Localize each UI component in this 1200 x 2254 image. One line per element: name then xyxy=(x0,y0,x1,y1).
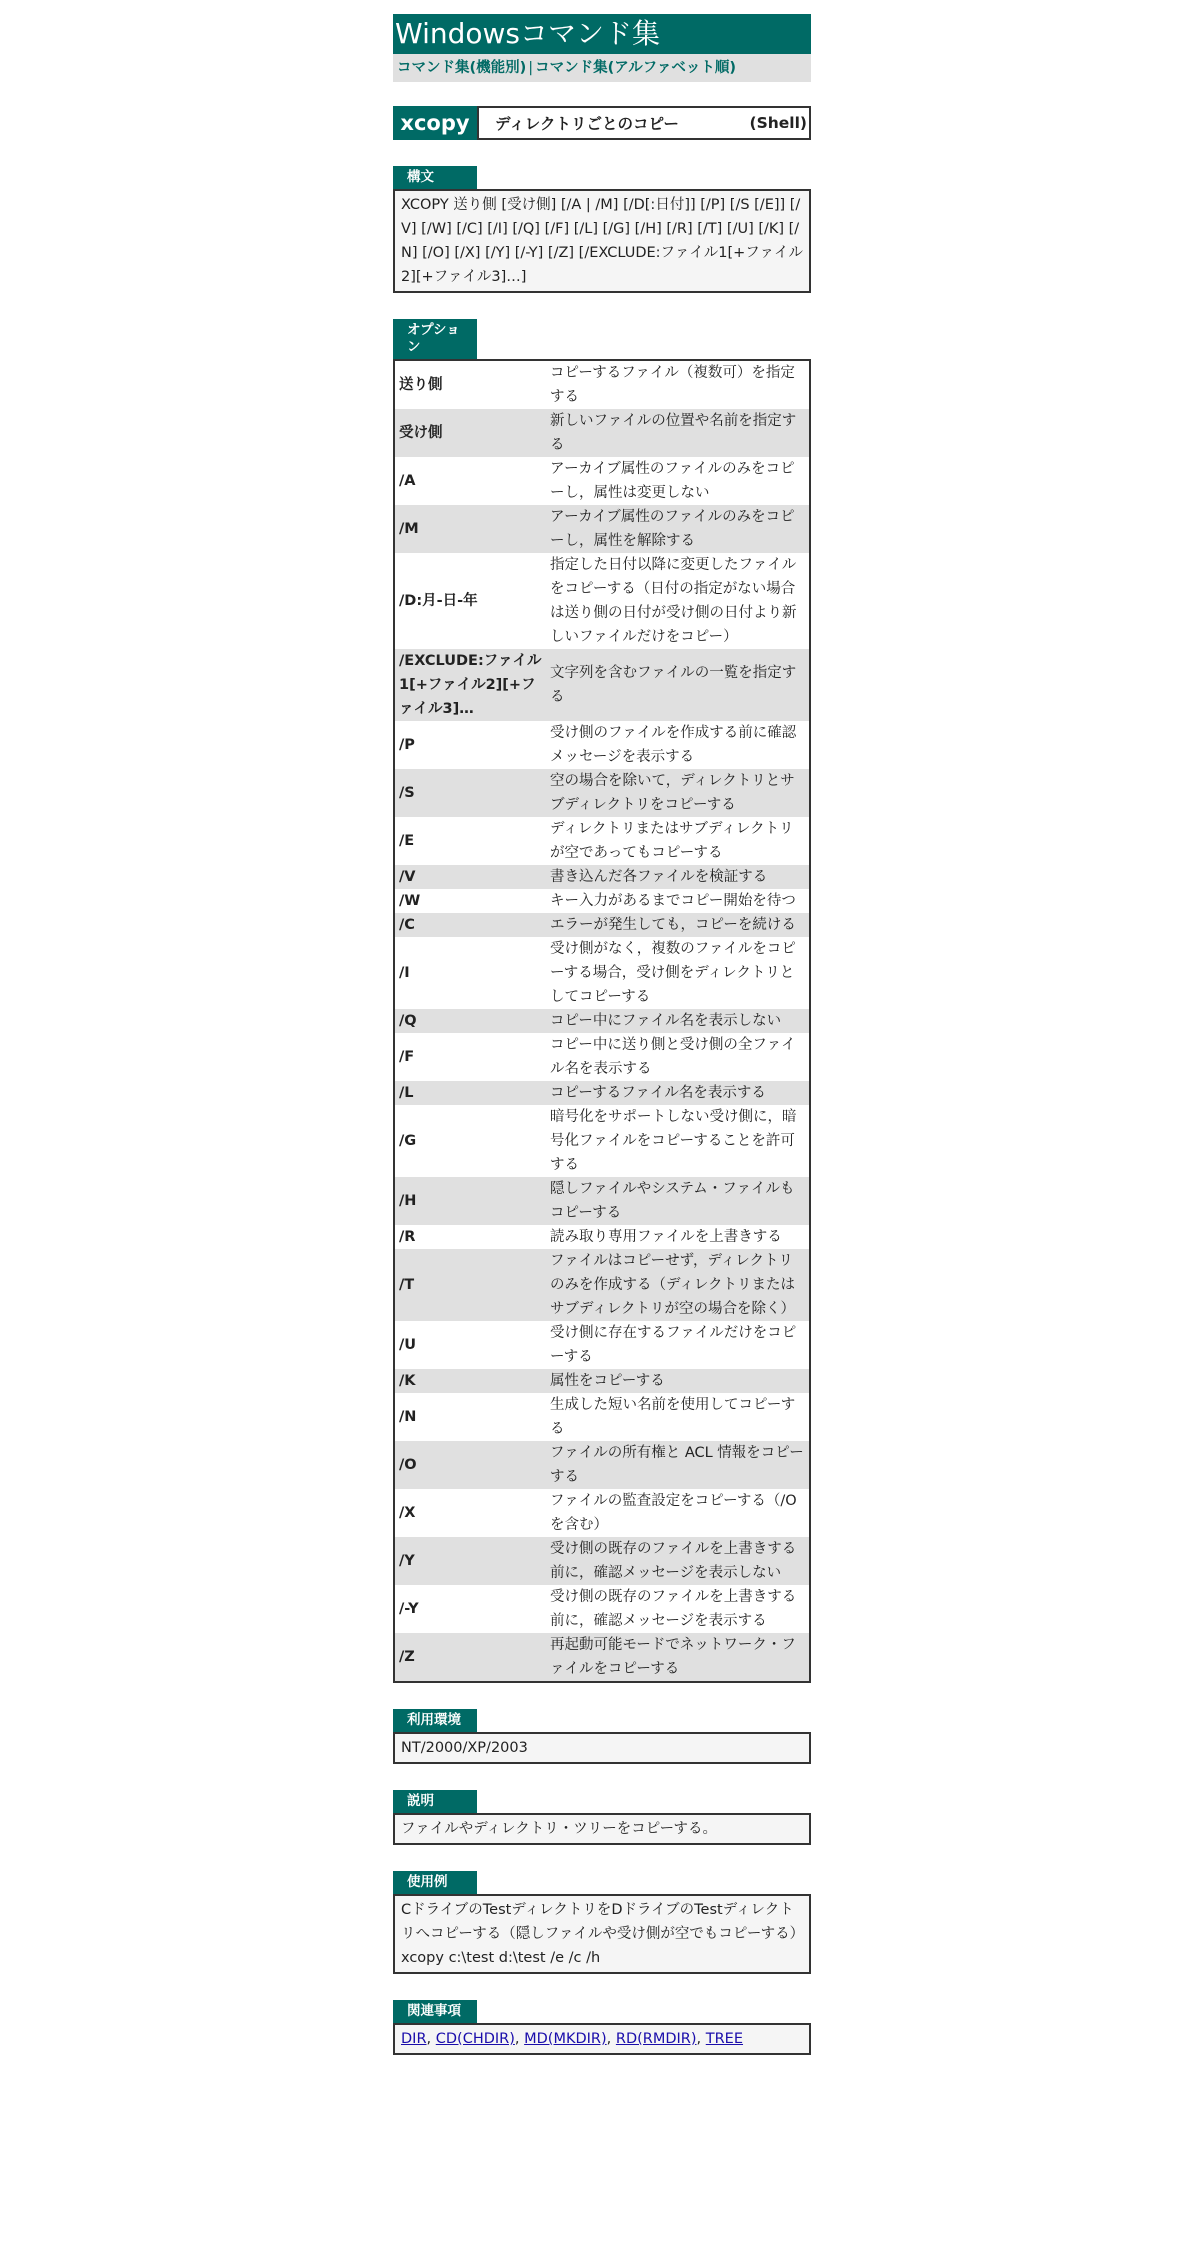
option-row xyxy=(394,889,810,913)
option-key: /L xyxy=(394,1081,546,1105)
option-key: /P xyxy=(394,721,546,769)
option-description: ファイルの監査設定をコピーする（/Oを含む） xyxy=(546,1489,810,1537)
option-key: /H xyxy=(394,1177,546,1225)
option-key: /R xyxy=(394,1225,546,1249)
option-row xyxy=(394,1225,810,1249)
option-description: 受け側がなく，複数のファイルをコピーする場合，受け側をディレクトリとしてコピーする xyxy=(546,937,810,1009)
related-link-md[interactable]: MD(MKDIR) xyxy=(524,2031,607,2047)
related-label: 関連事項 xyxy=(393,2000,477,2023)
option-row xyxy=(394,649,810,721)
option-description: 受け側のファイルを作成する前に確認メッセージを表示する xyxy=(546,721,810,769)
option-key: /A xyxy=(394,457,546,505)
option-description: 受け側の既存のファイルを上書きする前に，確認メッセージを表示しない xyxy=(546,1537,810,1585)
syntax-text: XCOPY 送り側 [受け側] [/A | /M] [/D[:日付]] [/P] [/S [/E]] [/V] [/W] [/C] [/I] [/Q] [/F] [/L] [/G] [/H] [/R] [/T] [/U] [/K] [/N] [/O] [/X] [/Y] [/-Y] [/Z] [/EXCLUDE:ファイル1[+ファイル2][+ファイル3]…] xyxy=(393,189,811,293)
option-key: 送り側 xyxy=(394,360,546,409)
option-row xyxy=(394,913,810,937)
option-row xyxy=(394,457,810,505)
option-row xyxy=(394,1369,810,1393)
option-description: 受け側の既存のファイルを上書きする前に，確認メッセージを表示する xyxy=(546,1585,810,1633)
options-table xyxy=(393,359,811,1683)
option-description: 文字列を含むファイルの一覧を指定する xyxy=(546,649,810,721)
explanation-text: ファイルやディレクトリ・ツリーをコピーする。 xyxy=(393,1813,811,1845)
option-key: /EXCLUDE:ファイル1[+ファイル2][+ファイル3]… xyxy=(394,649,546,721)
option-key: /-Y xyxy=(394,1585,546,1633)
option-key: /M xyxy=(394,505,546,553)
option-row xyxy=(394,1489,810,1537)
option-row xyxy=(394,1441,810,1489)
option-row xyxy=(394,865,810,889)
related-separator: , xyxy=(514,2031,525,2047)
option-description: 隠しファイルやシステム・ファイルもコピーする xyxy=(546,1177,810,1225)
option-row xyxy=(394,553,810,649)
option-row xyxy=(394,1105,810,1177)
option-row xyxy=(394,1633,810,1682)
option-description: 暗号化をサポートしない受け側に，暗号化ファイルをコピーすることを許可する xyxy=(546,1105,810,1177)
command-name: xcopy xyxy=(393,106,477,140)
related-links xyxy=(393,2023,811,2055)
option-row xyxy=(394,1321,810,1369)
command-category: (Shell) xyxy=(749,114,807,132)
option-key: /Q xyxy=(394,1009,546,1033)
command-header xyxy=(393,106,811,140)
related-link-tree[interactable]: TREE xyxy=(705,2031,744,2047)
option-description: 書き込んだ各ファイルを検証する xyxy=(546,865,810,889)
option-description: コピーするファイル（複数可）を指定する xyxy=(546,360,810,409)
nav-link-alphabetical[interactable]: コマンド集(アルファベット順) xyxy=(535,60,737,76)
option-description: 生成した短い名前を使用してコピーする xyxy=(546,1393,810,1441)
example-body xyxy=(393,1894,811,1974)
option-key: /I xyxy=(394,937,546,1009)
option-key: /E xyxy=(394,817,546,865)
option-description: 読み取り専用ファイルを上書きする xyxy=(546,1225,810,1249)
option-description: 属性をコピーする xyxy=(546,1369,810,1393)
option-key: /T xyxy=(394,1249,546,1321)
option-row xyxy=(394,1081,810,1105)
option-key: /D:月-日-年 xyxy=(394,553,546,649)
option-key: /V xyxy=(394,865,546,889)
example-description: CドライブのTestディレクトリをDドライブのTestディレクトリへコピーする（隠しファイルや受け側が空でもコピーする） xyxy=(401,1902,805,1942)
option-key: /N xyxy=(394,1393,546,1441)
option-row xyxy=(394,1009,810,1033)
option-description: 受け側に存在するファイルだけをコピーする xyxy=(546,1321,810,1369)
syntax-section xyxy=(393,166,811,293)
option-key: /S xyxy=(394,769,546,817)
option-row xyxy=(394,721,810,769)
option-key: /Y xyxy=(394,1537,546,1585)
option-key: /W xyxy=(394,889,546,913)
syntax-label: 構文 xyxy=(393,166,477,189)
option-key: /X xyxy=(394,1489,546,1537)
option-row xyxy=(394,360,810,409)
related-link-cd[interactable]: CD(CHDIR) xyxy=(435,2031,515,2047)
related-link-dir[interactable]: DIR xyxy=(401,2031,427,2047)
related-link-rd[interactable]: RD(RMDIR) xyxy=(615,2031,697,2047)
option-key: /F xyxy=(394,1033,546,1081)
site-nav xyxy=(393,54,811,82)
option-row xyxy=(394,769,810,817)
option-description: エラーが発生しても，コピーを続ける xyxy=(546,913,810,937)
option-key: /K xyxy=(394,1369,546,1393)
option-row xyxy=(394,505,810,553)
related-section xyxy=(393,2000,811,2055)
option-row xyxy=(394,1585,810,1633)
related-separator: , xyxy=(426,2031,436,2047)
option-key: /C xyxy=(394,913,546,937)
environment-label: 利用環境 xyxy=(393,1709,477,1732)
option-row xyxy=(394,1249,810,1321)
option-description: 指定した日付以降に変更したファイルをコピーする（日付の指定がない場合は送り側の日付が受け側の日付より新しいファイルだけをコピー） xyxy=(546,553,810,649)
command-description-box xyxy=(477,106,811,140)
option-description: アーカイブ属性のファイルのみをコピーし，属性は変更しない xyxy=(546,457,810,505)
option-description: ファイルの所有権と ACL 情報をコピーする xyxy=(546,1441,810,1489)
explanation-label: 説明 xyxy=(393,1790,477,1813)
option-row xyxy=(394,1033,810,1081)
option-key: /G xyxy=(394,1105,546,1177)
option-description: コピー中に送り側と受け側の全ファイル名を表示する xyxy=(546,1033,810,1081)
options-label: オプション xyxy=(393,319,477,359)
explanation-section xyxy=(393,1790,811,1845)
options-section xyxy=(393,319,811,1683)
option-key: 受け側 xyxy=(394,409,546,457)
option-description: 再起動可能モードでネットワーク・ファイルをコピーする xyxy=(546,1633,810,1682)
option-row xyxy=(394,1393,810,1441)
option-description: アーカイブ属性のファイルのみをコピーし，属性を解除する xyxy=(546,505,810,553)
option-description: 新しいファイルの位置や名前を指定する xyxy=(546,409,810,457)
option-description: 空の場合を除いて，ディレクトリとサブディレクトリをコピーする xyxy=(546,769,810,817)
option-row xyxy=(394,1177,810,1225)
option-row xyxy=(394,1537,810,1585)
option-description: コピー中にファイル名を表示しない xyxy=(546,1009,810,1033)
option-description: コピーするファイル名を表示する xyxy=(546,1081,810,1105)
option-description: ファイルはコピーせず，ディレクトリのみを作成する（ディレクトリまたはサブディレクトリが空の場合を除く） xyxy=(546,1249,810,1321)
option-description: キー入力があるまでコピー開始を待つ xyxy=(546,889,810,913)
page-content xyxy=(393,14,811,2055)
example-section xyxy=(393,1871,811,1974)
related-separator: , xyxy=(696,2031,706,2047)
related-separator: , xyxy=(606,2031,616,2047)
site-title: Windowsコマンド集 xyxy=(393,14,811,54)
command-description: ディレクトリごとのコピー xyxy=(495,115,679,133)
option-description: ディレクトリまたはサブディレクトリが空であってもコピーする xyxy=(546,817,810,865)
option-row xyxy=(394,409,810,457)
option-row xyxy=(394,817,810,865)
option-key: /Z xyxy=(394,1633,546,1682)
option-row xyxy=(394,937,810,1009)
option-key: /O xyxy=(394,1441,546,1489)
environment-text: NT/2000/XP/2003 xyxy=(393,1732,811,1764)
nav-link-by-function[interactable]: コマンド集(機能別) xyxy=(397,60,527,76)
example-label: 使用例 xyxy=(393,1871,477,1894)
nav-separator: | xyxy=(528,60,534,76)
option-key: /U xyxy=(394,1321,546,1369)
environment-section xyxy=(393,1709,811,1764)
example-command: xcopy c:\test d:\test /e /c /h xyxy=(401,1950,601,1966)
